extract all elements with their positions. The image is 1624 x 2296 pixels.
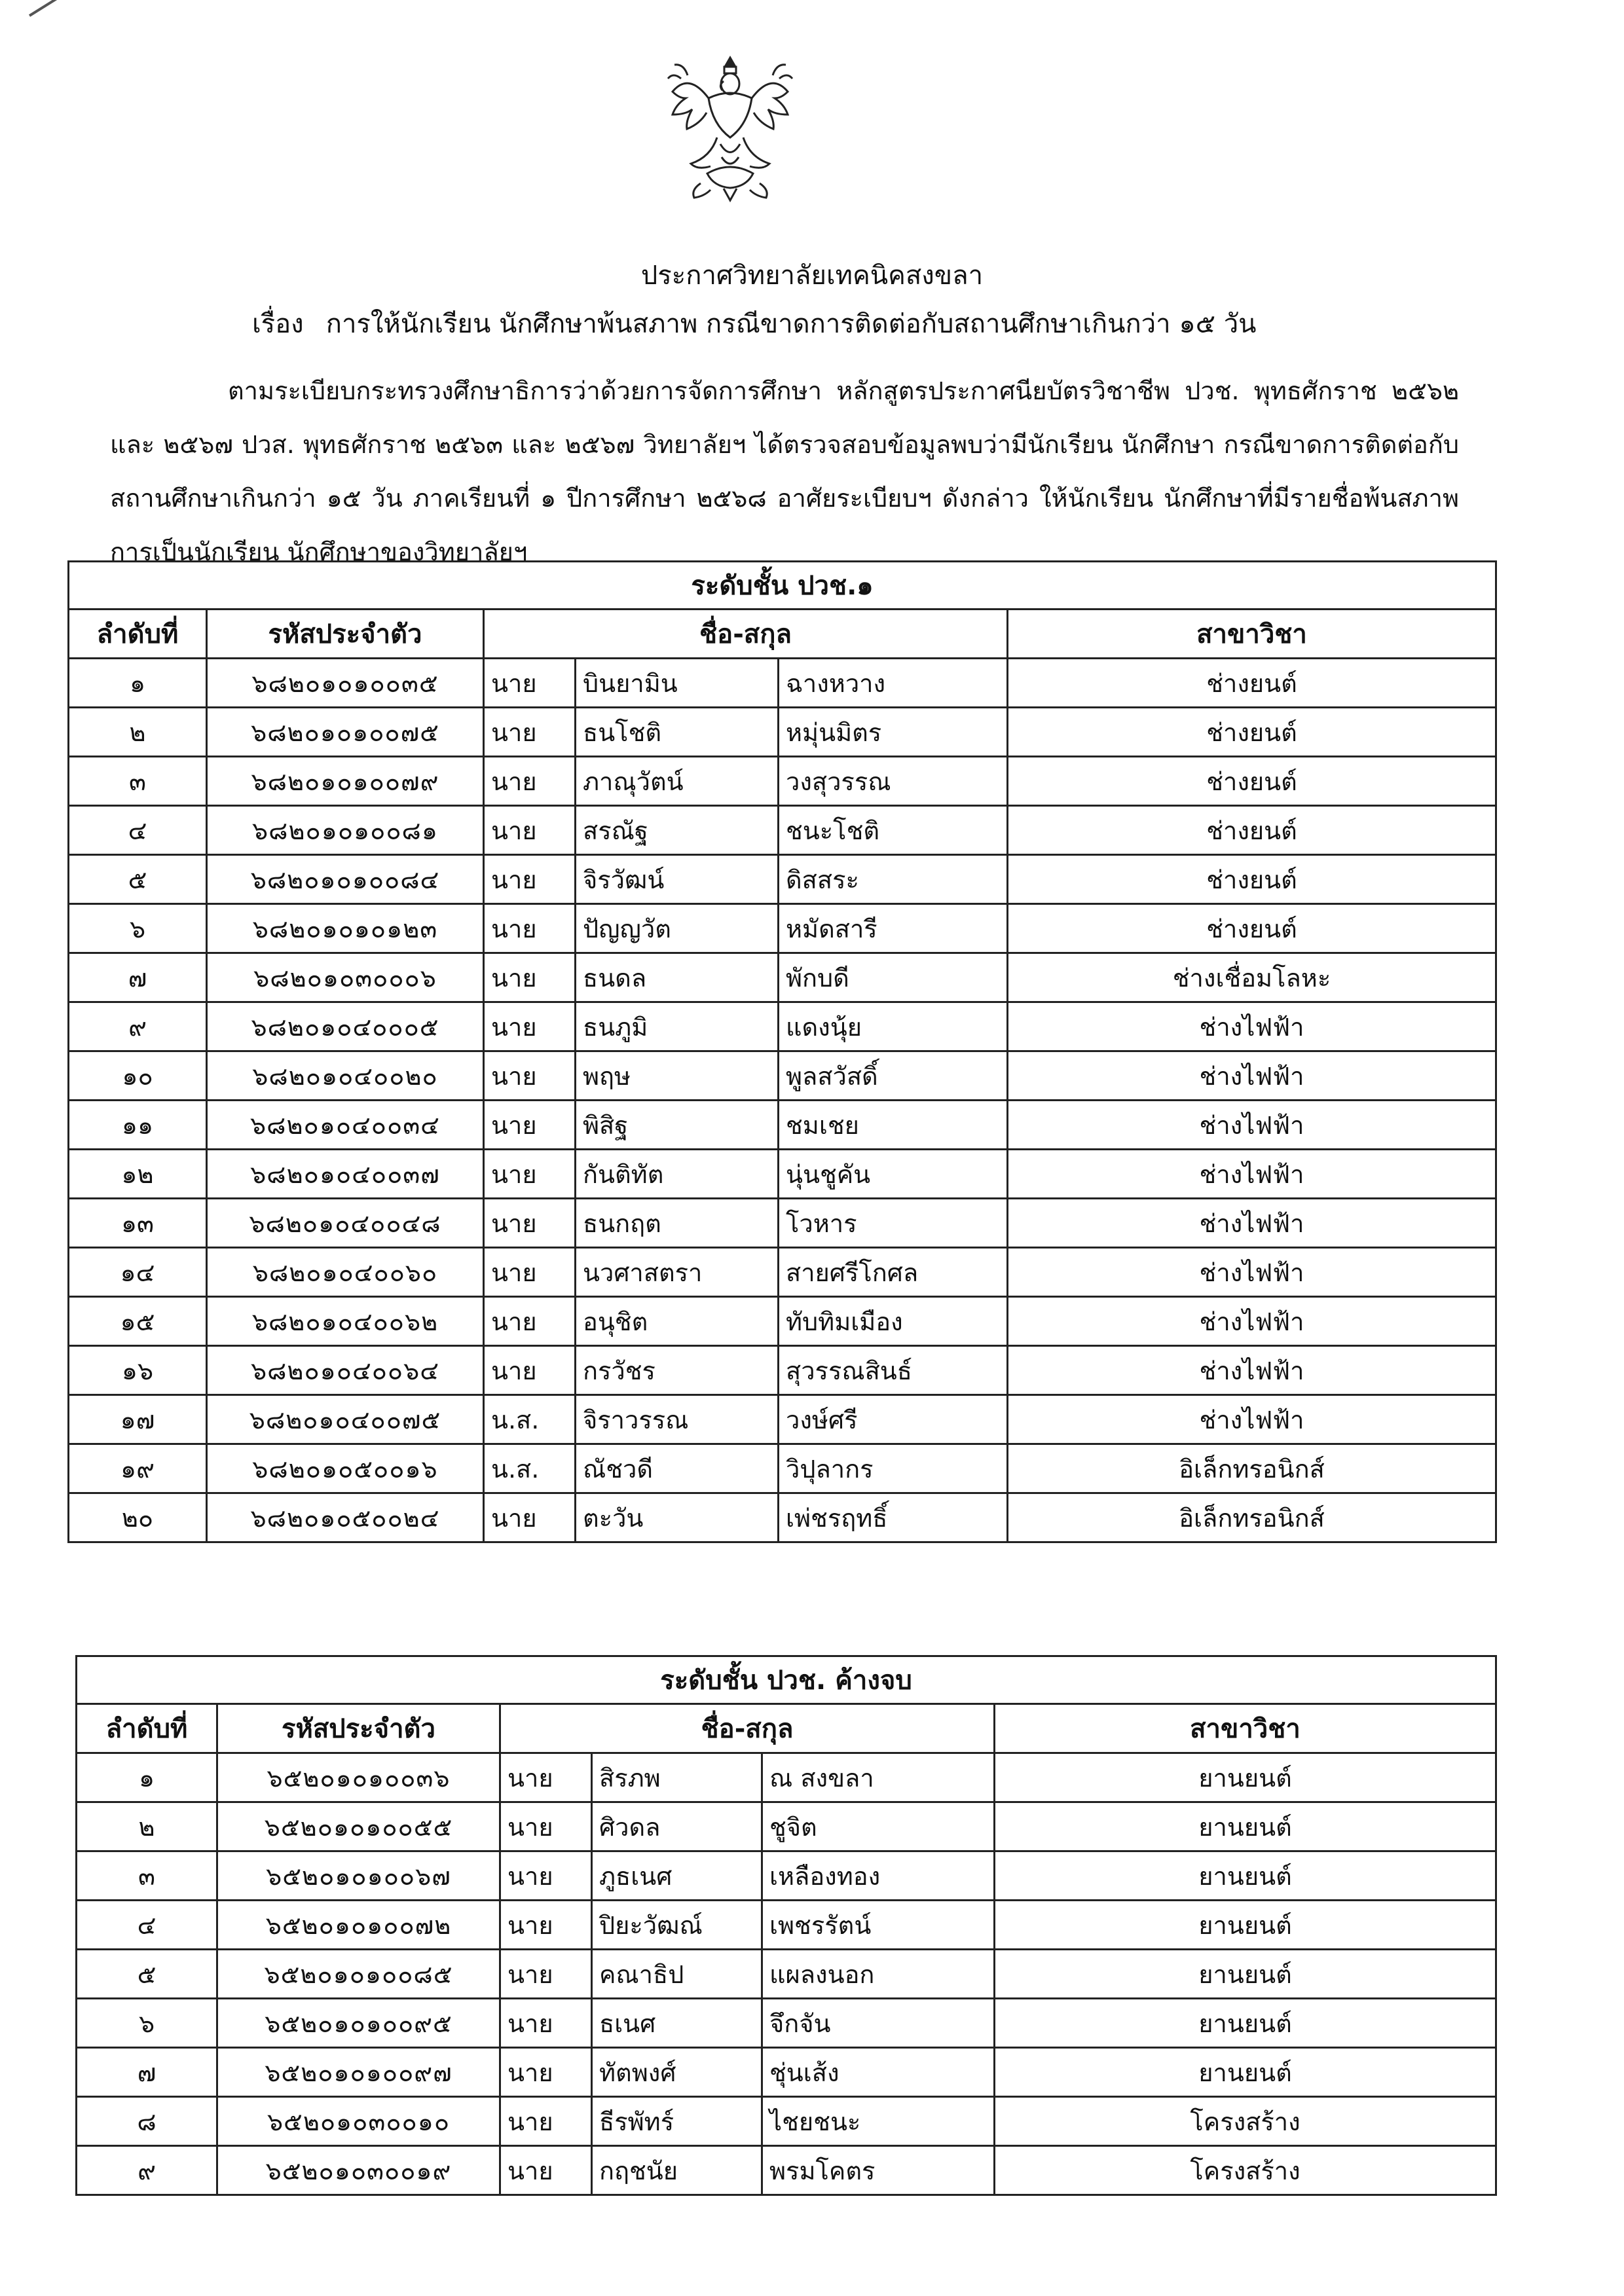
cell-prefix: นาย	[484, 1297, 576, 1346]
cell-first-name: สิรภพ	[592, 1753, 762, 1802]
header-name: ชื่อ-สกุล	[484, 610, 1008, 659]
cell-no: ๖	[69, 904, 207, 953]
cell-department: ช่างยนต์	[1008, 659, 1496, 708]
cell-no: ๘	[77, 2097, 217, 2146]
table-row	[77, 2097, 1496, 2146]
cell-first-name: ภูธเนศ	[592, 1851, 762, 1901]
table-row	[69, 1150, 1496, 1199]
table-row	[77, 1999, 1496, 2048]
subject-text: การให้นักเรียน นักศึกษาพ้นสภาพ กรณีขาดการติดต่อกับสถานศึกษาเกินกว่า ๑๕ วัน	[325, 309, 1257, 339]
cell-last-name: สายศรีโกศล	[779, 1248, 1008, 1297]
cell-department: ยานยนต์	[995, 1753, 1496, 1802]
cell-department: ช่างไฟฟ้า	[1008, 1002, 1496, 1051]
cell-student-id: ๖๕๒๐๑๐๑๐๐๘๕	[217, 1950, 500, 1999]
table-row	[69, 1444, 1496, 1493]
cell-student-id: ๖๘๒๐๑๐๑๐๐๗๕	[207, 708, 484, 757]
cell-last-name: ไชยชนะ	[762, 2097, 995, 2146]
table-row	[69, 659, 1496, 708]
table-body	[69, 659, 1496, 1542]
cell-prefix: นาย	[484, 806, 576, 855]
cell-student-id: ๖๘๒๐๑๐๑๐๑๒๓	[207, 904, 484, 953]
announcement-subject	[252, 302, 1257, 344]
table-row	[77, 1950, 1496, 1999]
table-row	[77, 1851, 1496, 1901]
cell-student-id: ๖๕๒๐๑๐๑๐๐๖๗	[217, 1851, 500, 1901]
table-row	[69, 806, 1496, 855]
cell-last-name: แผลงนอก	[762, 1950, 995, 1999]
table-body	[77, 1753, 1496, 2195]
cell-last-name: เหลืองทอง	[762, 1851, 995, 1901]
cell-no: ๗	[77, 2048, 217, 2097]
cell-no: ๕	[69, 855, 207, 904]
cell-department: ช่างไฟฟ้า	[1008, 1101, 1496, 1150]
cell-department: ช่างยนต์	[1008, 855, 1496, 904]
cell-last-name: วิปุลากร	[779, 1444, 1008, 1493]
cell-department: ช่างยนต์	[1008, 708, 1496, 757]
cell-prefix: นาย	[484, 953, 576, 1002]
cell-student-id: ๖๕๒๐๑๐๑๐๐๓๖	[217, 1753, 500, 1802]
cell-last-name: ชนะโชติ	[779, 806, 1008, 855]
cell-first-name: ศิวดล	[592, 1802, 762, 1851]
cell-department: ช่างไฟฟ้า	[1008, 1248, 1496, 1297]
header-student-id: รหัสประจำตัว	[207, 610, 484, 659]
table-row	[69, 708, 1496, 757]
header-department: สาขาวิชา	[1008, 610, 1496, 659]
cell-student-id: ๖๕๒๐๑๐๑๐๐๙๕	[217, 1999, 500, 2048]
table-row	[69, 1199, 1496, 1248]
cell-department: ยานยนต์	[995, 1851, 1496, 1901]
cell-no: ๔	[77, 1901, 217, 1950]
cell-prefix: นาย	[484, 757, 576, 806]
cell-student-id: ๖๘๒๐๑๐๓๐๐๐๖	[207, 953, 484, 1002]
cell-student-id: ๖๕๒๐๑๐๑๐๐๕๕	[217, 1802, 500, 1851]
cell-first-name: ทัตพงศ์	[592, 2048, 762, 2097]
cell-prefix: นาย	[500, 1901, 592, 1950]
cell-department: อิเล็กทรอนิกส์	[1008, 1444, 1496, 1493]
table-row	[69, 1051, 1496, 1101]
cell-department: ช่างไฟฟ้า	[1008, 1297, 1496, 1346]
cell-no: ๑๙	[69, 1444, 207, 1493]
cell-last-name: พูลสวัสดิ์	[779, 1051, 1008, 1101]
cell-last-name: พรมโคตร	[762, 2146, 995, 2195]
cell-last-name: จึกจัน	[762, 1999, 995, 2048]
table-caption: ระดับชั้น ปวช. ค้างจบ	[77, 1656, 1496, 1704]
cell-last-name: ณ สงขลา	[762, 1753, 995, 1802]
cell-first-name: ภาณุวัตน์	[576, 757, 779, 806]
garuda-emblem-icon	[661, 52, 799, 203]
cell-no: ๑๑	[69, 1101, 207, 1150]
cell-last-name: สุวรรณสินธ์	[779, 1346, 1008, 1395]
cell-first-name: ธเนศ	[592, 1999, 762, 2048]
cell-student-id: ๖๘๒๐๑๐๑๐๐๘๑	[207, 806, 484, 855]
cell-no: ๗	[69, 953, 207, 1002]
cell-department: ช่างยนต์	[1008, 757, 1496, 806]
cell-student-id: ๖๘๒๐๑๐๔๐๐๖๔	[207, 1346, 484, 1395]
cell-no: ๑๖	[69, 1346, 207, 1395]
cell-first-name: สรณัฐ	[576, 806, 779, 855]
cell-prefix: นาย	[500, 1851, 592, 1901]
cell-last-name: วงษ์ศรี	[779, 1395, 1008, 1444]
cell-prefix: นาย	[484, 904, 576, 953]
cell-department: ช่างไฟฟ้า	[1008, 1199, 1496, 1248]
cell-department: ยานยนต์	[995, 1950, 1496, 1999]
cell-student-id: ๖๘๒๐๑๐๑๐๐๓๕	[207, 659, 484, 708]
cell-prefix: นาย	[484, 1002, 576, 1051]
subject-label: เรื่อง	[252, 309, 304, 339]
cell-last-name: เพ่ชรฤทธิ์	[779, 1493, 1008, 1542]
header-no: ลำดับที่	[69, 610, 207, 659]
cell-first-name: พิสิฐ	[576, 1101, 779, 1150]
cell-first-name: ตะวัน	[576, 1493, 779, 1542]
cell-first-name: ธนดล	[576, 953, 779, 1002]
cell-last-name: เพชรรัตน์	[762, 1901, 995, 1950]
cell-prefix: น.ส.	[484, 1395, 576, 1444]
cell-last-name: พักบดี	[779, 953, 1008, 1002]
cell-no: ๕	[77, 1950, 217, 1999]
table-row	[69, 1248, 1496, 1297]
cell-department: ช่างไฟฟ้า	[1008, 1051, 1496, 1101]
cell-prefix: นาย	[500, 2146, 592, 2195]
cell-first-name: นวศาสตรา	[576, 1248, 779, 1297]
cell-no: ๓	[77, 1851, 217, 1901]
cell-no: ๖	[77, 1999, 217, 2048]
cell-last-name: ชุ่นเส้ง	[762, 2048, 995, 2097]
cell-first-name: กฤชนัย	[592, 2146, 762, 2195]
cell-student-id: ๖๘๒๐๑๐๔๐๐๐๕	[207, 1002, 484, 1051]
cell-student-id: ๖๘๒๐๑๐๔๐๐๓๗	[207, 1150, 484, 1199]
cell-student-id: ๖๕๒๐๑๐๓๐๐๑๙	[217, 2146, 500, 2195]
table-row	[69, 855, 1496, 904]
table-caption: ระดับชั้น ปวช.๑	[69, 562, 1496, 610]
cell-prefix: นาย	[484, 855, 576, 904]
scan-pen-mark	[29, 0, 91, 17]
cell-no: ๒	[69, 708, 207, 757]
cell-prefix: นาย	[484, 1199, 576, 1248]
cell-last-name: วงสุวรรณ	[779, 757, 1008, 806]
cell-department: ยานยนต์	[995, 1999, 1496, 2048]
cell-department: ช่างยนต์	[1008, 904, 1496, 953]
cell-prefix: นาย	[500, 2097, 592, 2146]
table-row	[77, 1901, 1496, 1950]
cell-prefix: นาย	[484, 1346, 576, 1395]
cell-student-id: ๖๘๒๐๑๐๔๐๐๓๔	[207, 1101, 484, 1150]
cell-last-name: ชูจิต	[762, 1802, 995, 1851]
student-table-pvc-pending	[75, 1655, 1497, 2196]
cell-student-id: ๖๘๒๐๑๐๔๐๐๗๕	[207, 1395, 484, 1444]
cell-last-name: ฉางหวาง	[779, 659, 1008, 708]
cell-first-name: ธีรพัทร์	[592, 2097, 762, 2146]
table-row	[77, 2048, 1496, 2097]
cell-last-name: แดงนุ้ย	[779, 1002, 1008, 1051]
cell-no: ๑๕	[69, 1297, 207, 1346]
cell-department: ช่างยนต์	[1008, 806, 1496, 855]
cell-first-name: บินยามิน	[576, 659, 779, 708]
cell-department: โครงสร้าง	[995, 2097, 1496, 2146]
cell-prefix: นาย	[500, 1950, 592, 1999]
cell-first-name: กรวัชร	[576, 1346, 779, 1395]
student-table-pvc1	[67, 560, 1497, 1543]
cell-first-name: กันติทัต	[576, 1150, 779, 1199]
cell-student-id: ๖๕๒๐๑๐๑๐๐๙๗	[217, 2048, 500, 2097]
cell-department: ช่างไฟฟ้า	[1008, 1150, 1496, 1199]
header-no: ลำดับที่	[77, 1704, 217, 1753]
cell-no: ๑๓	[69, 1199, 207, 1248]
cell-prefix: นาย	[484, 1493, 576, 1542]
cell-department: ยานยนต์	[995, 2048, 1496, 2097]
table-row	[69, 1493, 1496, 1542]
cell-first-name: ธนกฤต	[576, 1199, 779, 1248]
cell-department: อิเล็กทรอนิกส์	[1008, 1493, 1496, 1542]
table-row	[77, 2146, 1496, 2195]
table-row	[69, 1297, 1496, 1346]
cell-first-name: คณาธิป	[592, 1950, 762, 1999]
cell-first-name: ณัชวดี	[576, 1444, 779, 1493]
table-row	[69, 1101, 1496, 1150]
table-row	[69, 953, 1496, 1002]
table-row	[69, 904, 1496, 953]
cell-last-name: โวหาร	[779, 1199, 1008, 1248]
cell-department: ช่างเชื่อมโลหะ	[1008, 953, 1496, 1002]
cell-first-name: จิรวัฒน์	[576, 855, 779, 904]
cell-department: โครงสร้าง	[995, 2146, 1496, 2195]
cell-prefix: นาย	[484, 708, 576, 757]
cell-first-name: พฤษ	[576, 1051, 779, 1101]
cell-first-name: ปิยะวัฒณ์	[592, 1901, 762, 1950]
cell-last-name: หมัดสารี	[779, 904, 1008, 953]
cell-prefix: นาย	[500, 1802, 592, 1851]
table-row	[77, 1753, 1496, 1802]
cell-no: ๙	[77, 2146, 217, 2195]
cell-prefix: นาย	[484, 1248, 576, 1297]
cell-prefix: นาย	[500, 2048, 592, 2097]
header-name: ชื่อ-สกุล	[500, 1704, 995, 1753]
cell-prefix: นาย	[484, 1051, 576, 1101]
cell-no: ๓	[69, 757, 207, 806]
cell-student-id: ๖๘๒๐๑๐๕๐๐๑๖	[207, 1444, 484, 1493]
cell-no: ๑	[69, 659, 207, 708]
cell-student-id: ๖๘๒๐๑๐๔๐๐๖๐	[207, 1248, 484, 1297]
cell-no: ๑๔	[69, 1248, 207, 1297]
cell-prefix: นาย	[484, 659, 576, 708]
cell-no: ๔	[69, 806, 207, 855]
table-row	[69, 757, 1496, 806]
cell-prefix: นาย	[484, 1150, 576, 1199]
cell-last-name: นุ่นชูคัน	[779, 1150, 1008, 1199]
cell-prefix: นาย	[500, 1753, 592, 1802]
cell-department: ยานยนต์	[995, 1802, 1496, 1851]
cell-first-name: ปัญญวัต	[576, 904, 779, 953]
cell-first-name: ธนภูมิ	[576, 1002, 779, 1051]
cell-student-id: ๖๘๒๐๑๐๕๐๐๒๔	[207, 1493, 484, 1542]
cell-no: ๙	[69, 1002, 207, 1051]
cell-last-name: ชมเชย	[779, 1101, 1008, 1150]
cell-first-name: ธนโชติ	[576, 708, 779, 757]
cell-first-name: อนุชิต	[576, 1297, 779, 1346]
cell-no: ๑๗	[69, 1395, 207, 1444]
cell-student-id: ๖๘๒๐๑๐๑๐๐๗๙	[207, 757, 484, 806]
cell-last-name: ดิสสระ	[779, 855, 1008, 904]
cell-student-id: ๖๕๒๐๑๐๓๐๐๑๐	[217, 2097, 500, 2146]
cell-last-name: หมุ่นมิตร	[779, 708, 1008, 757]
cell-no: ๒	[77, 1802, 217, 1851]
cell-no: ๑๐	[69, 1051, 207, 1101]
table-row	[69, 1346, 1496, 1395]
table-row	[69, 1002, 1496, 1051]
announcement-body: ตามระเบียบกระทรวงศึกษาธิการว่าด้วยการจัดการศึกษา หลักสูตรประกาศนียบัตรวิชาชีพ ปวช. พุทธศักราช ๒๕๖๒ และ ๒๕๖๗ ปวส. พุทธศักราช ๒๕๖๓ และ ๒๕๖๗ วิทยาลัยฯ ได้ตรวจสอบข้อมูลพบว่ามีนักเรียน นักศึกษา กรณีขาดการติดต่อกับสถานศึกษาเกินกว่า ๑๕ วัน ภาคเรียนที่ ๑ ปีการศึกษา ๒๕๖๘ อาศัยระเบียบฯ ดังกล่าว ให้นักเรียน นักศึกษาที่มีรายชื่อพ้นสภาพการเป็นนักเรียน นักศึกษาของวิทยาลัยฯ	[110, 376, 1459, 566]
header-student-id: รหัสประจำตัว	[217, 1704, 500, 1753]
table-row	[77, 1802, 1496, 1851]
cell-first-name: จิราวรรณ	[576, 1395, 779, 1444]
cell-student-id: ๖๘๒๐๑๐๔๐๐๒๐	[207, 1051, 484, 1101]
announcement-title: ประกาศวิทยาลัยเทคนิคสงขลา	[640, 261, 984, 291]
cell-student-id: ๖๘๒๐๑๐๔๐๐๖๒	[207, 1297, 484, 1346]
cell-student-id: ๖๘๒๐๑๐๔๐๐๔๘	[207, 1199, 484, 1248]
cell-no: ๒๐	[69, 1493, 207, 1542]
cell-department: ยานยนต์	[995, 1901, 1496, 1950]
cell-prefix: นาย	[500, 1999, 592, 2048]
cell-no: ๑๒	[69, 1150, 207, 1199]
cell-prefix: น.ส.	[484, 1444, 576, 1493]
cell-prefix: นาย	[484, 1101, 576, 1150]
cell-department: ช่างไฟฟ้า	[1008, 1395, 1496, 1444]
cell-student-id: ๖๘๒๐๑๐๑๐๐๘๔	[207, 855, 484, 904]
cell-last-name: ทับทิมเมือง	[779, 1297, 1008, 1346]
cell-department: ช่างไฟฟ้า	[1008, 1346, 1496, 1395]
cell-student-id: ๖๕๒๐๑๐๑๐๐๗๒	[217, 1901, 500, 1950]
table-row	[69, 1395, 1496, 1444]
header-department: สาขาวิชา	[995, 1704, 1496, 1753]
cell-no: ๑	[77, 1753, 217, 1802]
